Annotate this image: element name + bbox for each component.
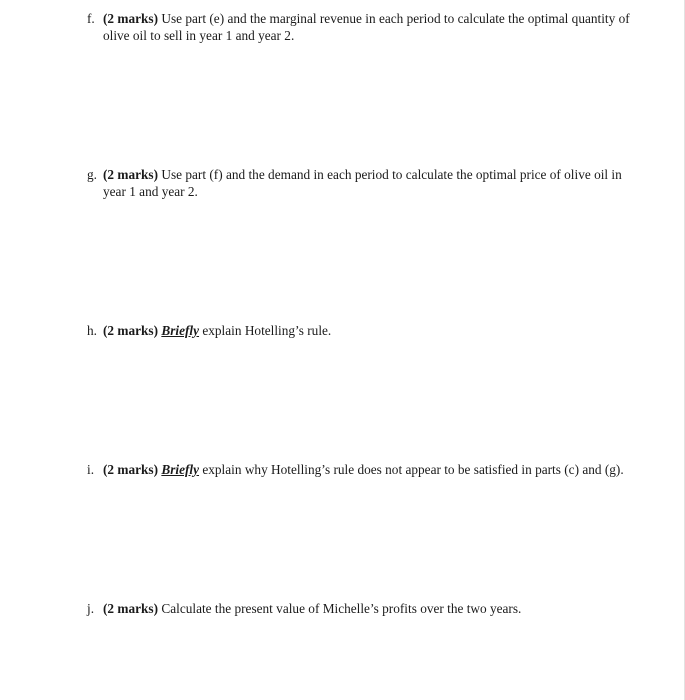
question-body <box>103 10 647 44</box>
question-emphasis: Briefly <box>161 462 200 477</box>
question-body <box>103 166 647 200</box>
question-f <box>87 10 647 44</box>
question-letter: g. <box>87 167 97 182</box>
question-text: explain why Hotelling’s rule does not appear to be satisfied in parts (c) and (g). <box>202 462 624 477</box>
question-text: Calculate the present value of Michelle’s profits over the two years. <box>161 601 522 616</box>
question-emphasis: Briefly <box>161 323 200 338</box>
question-text: Use part (e) and the marginal revenue in each period to calculate the optimal quantity of olive oil to sell in year 1 and year 2. <box>103 11 630 43</box>
question-letter: j. <box>87 601 95 616</box>
question-j <box>87 600 647 617</box>
question-body <box>103 600 647 617</box>
question-body <box>103 461 647 478</box>
question-letter: i. <box>87 462 95 477</box>
question-letter: f. <box>87 11 95 26</box>
question-h <box>87 322 647 339</box>
question-body <box>103 322 647 339</box>
question-marks: (2 marks) <box>103 11 159 26</box>
question-marks: (2 marks) <box>103 462 159 477</box>
question-marks: (2 marks) <box>103 323 159 338</box>
question-marks: (2 marks) <box>103 167 159 182</box>
question-text: Use part (f) and the demand in each period to calculate the optimal price of olive oil in year 1 and year 2. <box>103 167 622 199</box>
question-letter: h. <box>87 323 97 338</box>
question-text: explain Hotelling’s rule. <box>202 323 332 338</box>
question-i <box>87 461 647 478</box>
question-marks: (2 marks) <box>103 601 159 616</box>
question-g <box>87 166 647 200</box>
